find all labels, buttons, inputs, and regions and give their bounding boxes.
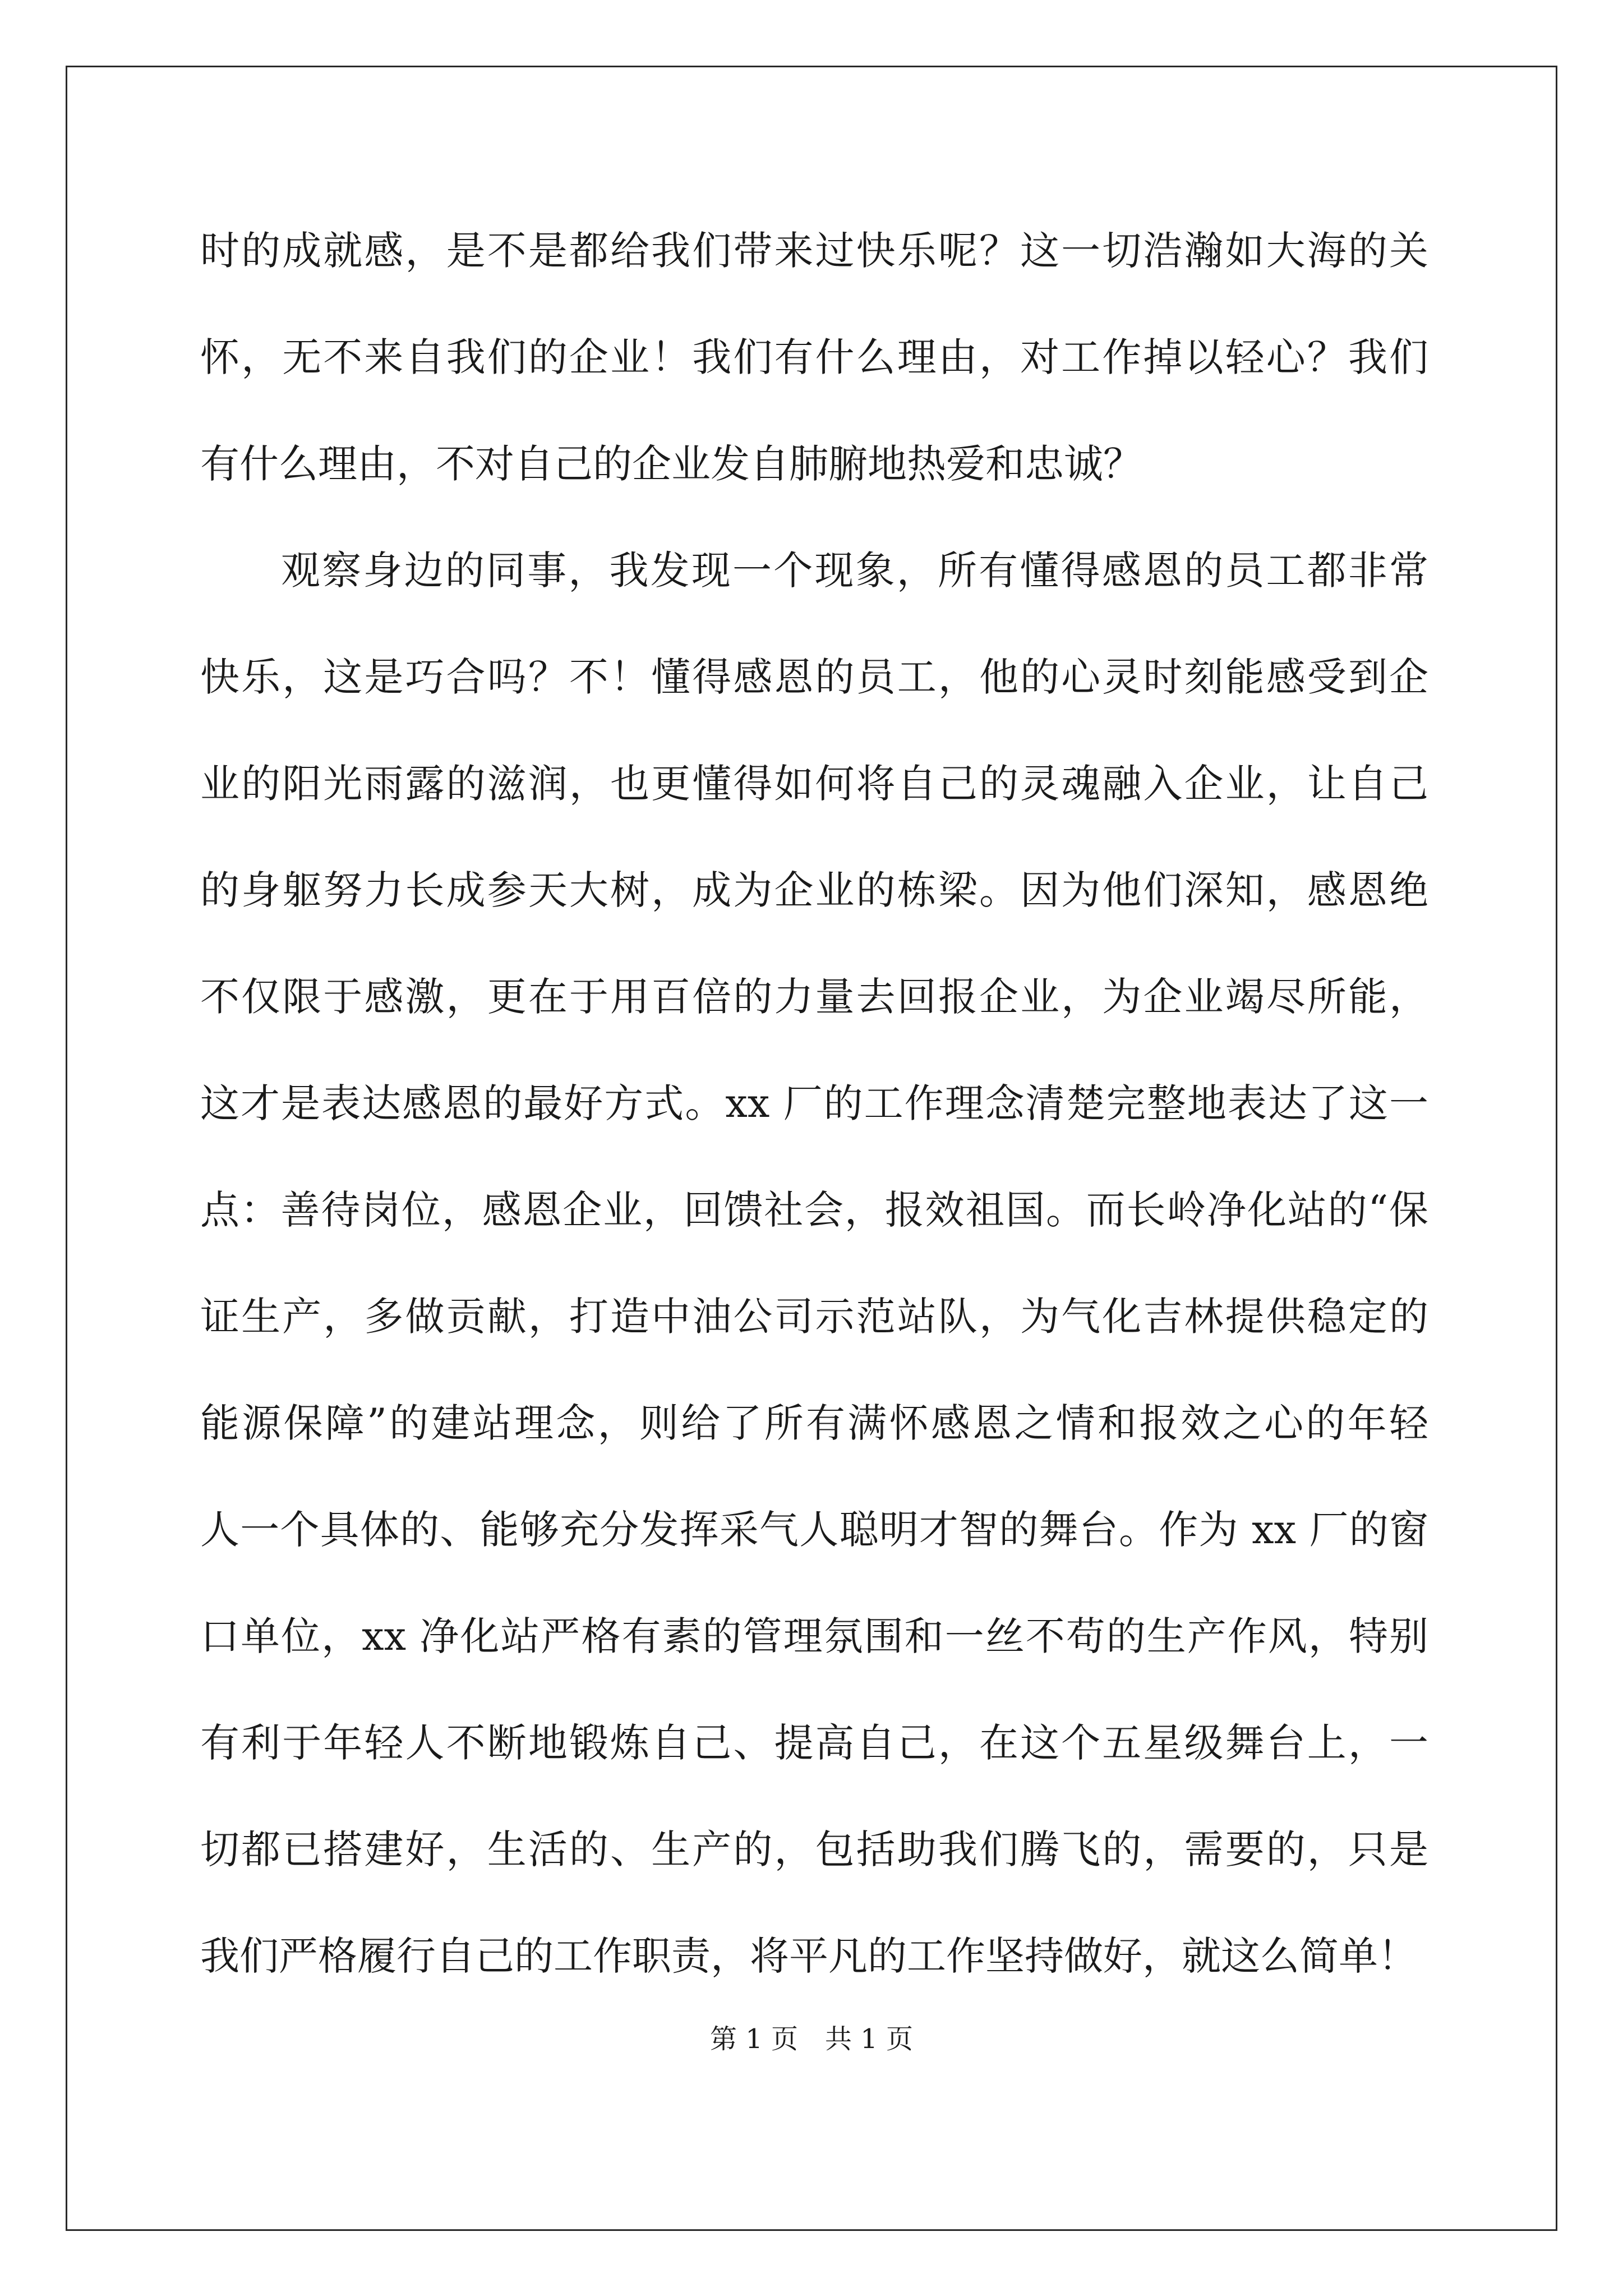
text-line: 口单位，xx 净化站严格有素的管理氛围和一丝不苟的生产作风，特别 [200,1613,1428,1659]
text-line: 观察身边的同事，我发现一个现象，所有懂得感恩的员工都非常 [281,547,1428,593]
text-line: 我们严格履行自己的工作职责，将平凡的工作坚持做好，就这么简单！ [200,1933,1417,1979]
paragraph-2 [200,534,1428,2026]
text-line: 的身躯努力长成参天大树，成为企业的栋梁。因为他们深知，感恩绝 [200,867,1428,913]
document-body [200,214,1428,2026]
text-line: 这才是表达感恩的最好方式。xx 厂的工作理念清楚完整地表达了这一 [200,1080,1428,1126]
page-number-current: 第 1 页 [709,2023,798,2055]
text-line: 快乐，这是巧合吗？不！懂得感恩的员工，他的心灵时刻能感受到企 [200,654,1428,700]
text-line: 怀，无不来自我们的企业！我们有什么理由，对工作掉以轻心？我们 [200,334,1428,380]
text-line: 点：善待岗位，感恩企业，回馈社会，报效祖国。而长岭净化站的“保 [200,1187,1428,1233]
text-line: 能源保障”的建站理念，则给了所有满怀感恩之情和报效之心的年轻 [200,1400,1428,1446]
text-line: 有利于年轻人不断地锻炼自己、提高自己，在这个五星级舞台上，一 [200,1720,1428,1766]
paragraph-1 [200,214,1428,534]
page-number-total: 共 1 页 [825,2023,914,2055]
text-line: 时的成就感，是不是都给我们带来过快乐呢？这一切浩瀚如大海的关 [200,228,1428,274]
text-line: 切都已搭建好，生活的、生产的，包括助我们腾飞的，需要的，只是 [200,1826,1428,1872]
page-footer [0,2022,1623,2056]
text-line: 证生产，多做贡献，打造中油公司示范站队，为气化吉林提供稳定的 [200,1294,1428,1340]
text-line: 有什么理由，不对自己的企业发自肺腑地热爱和忠诚？ [200,441,1142,487]
text-line: 业的阳光雨露的滋润，也更懂得如何将自己的灵魂融入企业，让自己 [200,761,1428,807]
text-line: 不仅限于感激，更在于用百倍的力量去回报企业，为企业竭尽所能， [200,974,1428,1020]
text-line: 人一个具体的、能够充分发挥采气人聪明才智的舞台。作为 xx 厂的窗 [200,1507,1428,1553]
